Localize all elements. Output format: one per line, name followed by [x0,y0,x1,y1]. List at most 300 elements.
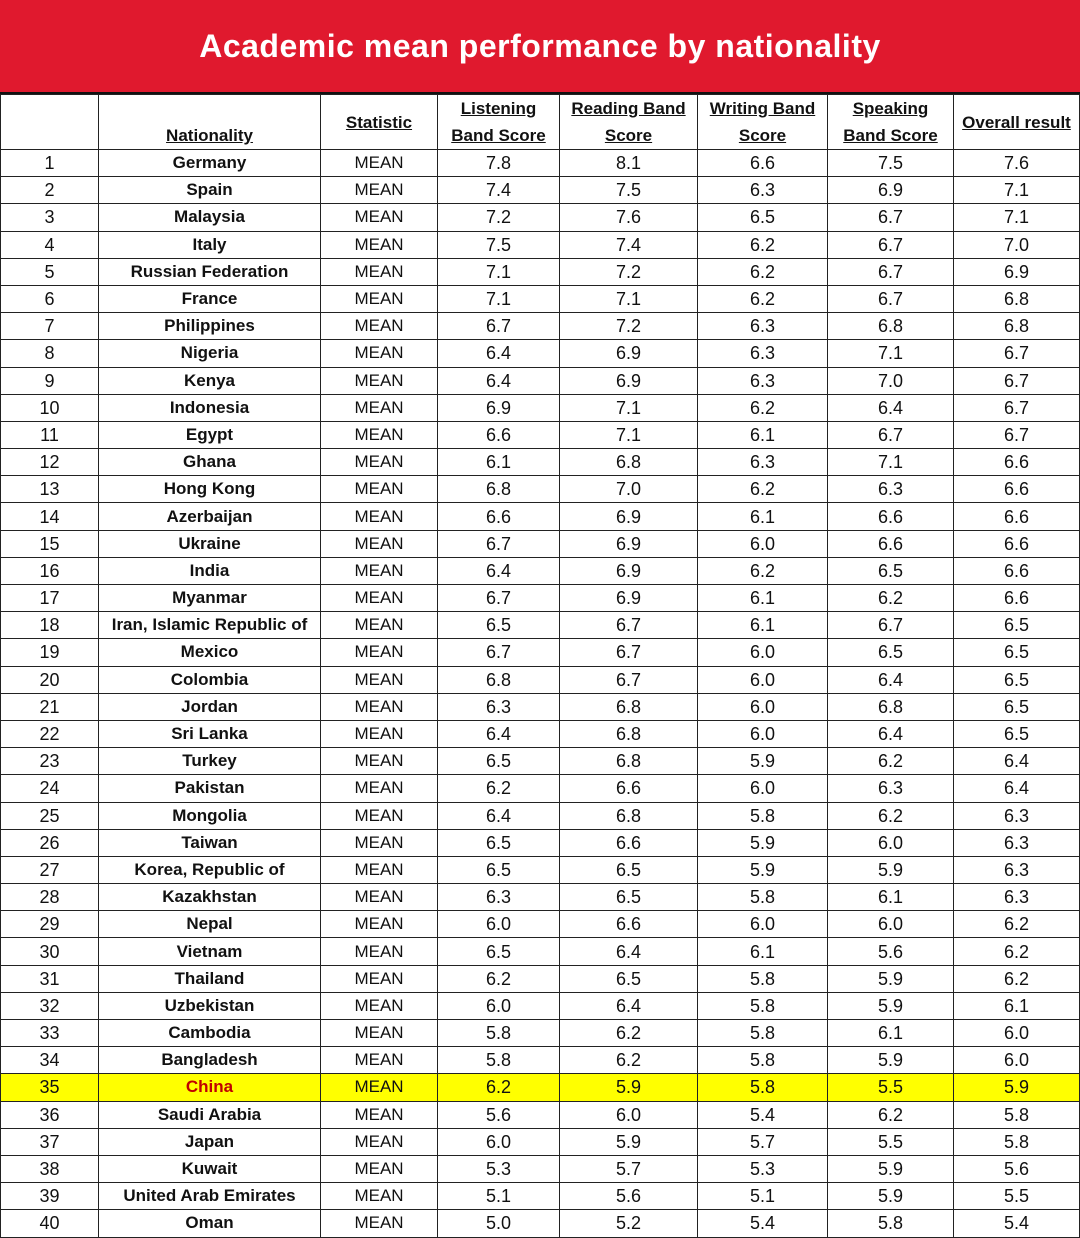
listening-cell: 6.4 [438,340,560,367]
header-writing-line1: Writing Band [709,99,816,118]
rank-cell: 17 [1,585,99,612]
reading-cell: 7.2 [560,313,698,340]
nationality-cell: Nigeria [99,340,321,367]
speaking-cell: 5.5 [828,1074,954,1101]
speaking-cell: 5.9 [828,965,954,992]
rank-cell: 3 [1,204,99,231]
listening-cell: 7.8 [438,150,560,177]
statistic-cell: MEAN [321,965,438,992]
overall-cell: 7.1 [954,204,1080,231]
rank-cell: 20 [1,666,99,693]
table-row [1,449,1080,476]
overall-cell: 6.7 [954,340,1080,367]
writing-cell: 6.2 [698,258,828,285]
reading-cell: 6.9 [560,557,698,584]
nationality-cell: Sri Lanka [99,720,321,747]
speaking-cell: 5.9 [828,992,954,1019]
reading-cell: 6.2 [560,1047,698,1074]
table-row [1,938,1080,965]
nationality-cell: Ghana [99,449,321,476]
page-title: Academic mean performance by nationality [0,0,1080,94]
nationality-cell: Malaysia [99,204,321,231]
table-row [1,612,1080,639]
speaking-cell: 6.4 [828,394,954,421]
rank-cell: 25 [1,802,99,829]
speaking-cell: 6.0 [828,911,954,938]
overall-cell: 6.7 [954,367,1080,394]
speaking-cell: 6.8 [828,693,954,720]
listening-cell: 6.0 [438,911,560,938]
header-statistic [321,95,438,150]
listening-cell: 6.7 [438,313,560,340]
nationality-cell: Cambodia [99,1020,321,1047]
rank-cell: 33 [1,1020,99,1047]
reading-cell: 6.8 [560,802,698,829]
statistic-cell: MEAN [321,476,438,503]
writing-cell: 6.0 [698,530,828,557]
writing-cell: 6.2 [698,394,828,421]
speaking-cell: 6.4 [828,720,954,747]
statistic-cell: MEAN [321,285,438,312]
nationality-cell: Kuwait [99,1155,321,1182]
table-row [1,693,1080,720]
header-statistic-label: Statistic [345,112,413,132]
results-table [0,94,1080,1238]
statistic-cell: MEAN [321,367,438,394]
writing-cell: 5.8 [698,965,828,992]
writing-cell: 6.1 [698,421,828,448]
nationality-cell: Vietnam [99,938,321,965]
table-row [1,231,1080,258]
statistic-cell: MEAN [321,856,438,883]
speaking-cell: 6.3 [828,775,954,802]
table-row [1,1047,1080,1074]
listening-cell: 6.3 [438,693,560,720]
overall-cell: 6.1 [954,992,1080,1019]
reading-cell: 6.0 [560,1101,698,1128]
statistic-cell: MEAN [321,1101,438,1128]
speaking-cell: 7.5 [828,150,954,177]
speaking-cell: 5.9 [828,1155,954,1182]
listening-cell: 6.6 [438,421,560,448]
rank-cell: 23 [1,748,99,775]
listening-cell: 6.0 [438,1128,560,1155]
listening-cell: 6.1 [438,449,560,476]
writing-cell: 6.3 [698,449,828,476]
statistic-cell: MEAN [321,666,438,693]
header-reading-line2: Score [604,126,653,145]
reading-cell: 6.7 [560,666,698,693]
speaking-cell: 6.8 [828,313,954,340]
writing-cell: 6.2 [698,557,828,584]
statistic-cell: MEAN [321,177,438,204]
writing-cell: 6.5 [698,204,828,231]
results-table-container [0,94,1080,1237]
table-row [1,476,1080,503]
reading-cell: 6.6 [560,829,698,856]
header-nationality [99,95,321,150]
reading-cell: 6.7 [560,639,698,666]
overall-cell: 6.2 [954,911,1080,938]
writing-cell: 6.3 [698,177,828,204]
writing-cell: 5.1 [698,1183,828,1210]
table-row [1,884,1080,911]
statistic-cell: MEAN [321,1020,438,1047]
nationality-cell: Azerbaijan [99,503,321,530]
rank-cell: 28 [1,884,99,911]
reading-cell: 6.7 [560,612,698,639]
speaking-cell: 6.2 [828,748,954,775]
table-row [1,1101,1080,1128]
speaking-cell: 6.9 [828,177,954,204]
statistic-cell: MEAN [321,612,438,639]
overall-cell: 6.3 [954,884,1080,911]
statistic-cell: MEAN [321,938,438,965]
statistic-cell: MEAN [321,1074,438,1101]
reading-cell: 5.9 [560,1128,698,1155]
reading-cell: 6.5 [560,884,698,911]
nationality-cell: Myanmar [99,585,321,612]
writing-cell: 6.6 [698,150,828,177]
rank-cell: 9 [1,367,99,394]
overall-cell: 6.3 [954,856,1080,883]
rank-cell: 22 [1,720,99,747]
nationality-cell: Taiwan [99,829,321,856]
statistic-cell: MEAN [321,1210,438,1237]
reading-cell: 6.9 [560,585,698,612]
rank-cell: 32 [1,992,99,1019]
header-reading [560,95,698,150]
rank-cell: 40 [1,1210,99,1237]
nationality-cell: Italy [99,231,321,258]
rank-cell: 29 [1,911,99,938]
statistic-cell: MEAN [321,1155,438,1182]
speaking-cell: 5.8 [828,1210,954,1237]
listening-cell: 6.8 [438,476,560,503]
nationality-cell: Oman [99,1210,321,1237]
header-overall [954,95,1080,150]
overall-cell: 5.6 [954,1155,1080,1182]
statistic-cell: MEAN [321,720,438,747]
header-rank [1,95,99,150]
statistic-cell: MEAN [321,1183,438,1210]
listening-cell: 6.5 [438,856,560,883]
listening-cell: 7.1 [438,285,560,312]
statistic-cell: MEAN [321,1047,438,1074]
reading-cell: 7.2 [560,258,698,285]
nationality-cell: Egypt [99,421,321,448]
statistic-cell: MEAN [321,503,438,530]
overall-cell: 6.5 [954,612,1080,639]
table-row [1,775,1080,802]
writing-cell: 6.2 [698,476,828,503]
statistic-cell: MEAN [321,585,438,612]
header-speaking-line1: Speaking [852,99,929,118]
speaking-cell: 6.7 [828,421,954,448]
table-row [1,1210,1080,1237]
table-row [1,639,1080,666]
table-row [1,503,1080,530]
listening-cell: 7.5 [438,231,560,258]
writing-cell: 5.8 [698,1020,828,1047]
listening-cell: 6.4 [438,557,560,584]
overall-cell: 6.5 [954,639,1080,666]
overall-cell: 6.2 [954,965,1080,992]
table-row [1,748,1080,775]
listening-cell: 6.7 [438,639,560,666]
table-row [1,258,1080,285]
speaking-cell: 6.5 [828,639,954,666]
overall-cell: 5.4 [954,1210,1080,1237]
rank-cell: 27 [1,856,99,883]
table-row [1,394,1080,421]
writing-cell: 5.8 [698,1074,828,1101]
speaking-cell: 5.9 [828,1047,954,1074]
statistic-cell: MEAN [321,231,438,258]
reading-cell: 6.8 [560,748,698,775]
listening-cell: 6.6 [438,503,560,530]
writing-cell: 6.0 [698,666,828,693]
table-body [1,150,1080,1238]
reading-cell: 7.1 [560,394,698,421]
nationality-cell: Kazakhstan [99,884,321,911]
table-row [1,829,1080,856]
speaking-cell: 6.7 [828,231,954,258]
listening-cell: 6.5 [438,748,560,775]
writing-cell: 5.4 [698,1101,828,1128]
table-row [1,177,1080,204]
rank-cell: 5 [1,258,99,285]
nationality-cell: China [99,1074,321,1101]
overall-cell: 5.8 [954,1101,1080,1128]
statistic-cell: MEAN [321,530,438,557]
statistic-cell: MEAN [321,421,438,448]
overall-cell: 6.5 [954,666,1080,693]
table-row [1,1128,1080,1155]
reading-cell: 7.1 [560,285,698,312]
reading-cell: 7.6 [560,204,698,231]
speaking-cell: 6.2 [828,585,954,612]
overall-cell: 6.8 [954,285,1080,312]
rank-cell: 6 [1,285,99,312]
speaking-cell: 6.1 [828,884,954,911]
statistic-cell: MEAN [321,693,438,720]
listening-cell: 6.4 [438,720,560,747]
listening-cell: 6.2 [438,1074,560,1101]
nationality-cell: France [99,285,321,312]
overall-cell: 6.9 [954,258,1080,285]
reading-cell: 6.9 [560,530,698,557]
speaking-cell: 6.7 [828,285,954,312]
overall-cell: 7.6 [954,150,1080,177]
nationality-cell: Saudi Arabia [99,1101,321,1128]
statistic-cell: MEAN [321,204,438,231]
rank-cell: 31 [1,965,99,992]
reading-cell: 6.8 [560,449,698,476]
overall-cell: 6.4 [954,775,1080,802]
overall-cell: 6.6 [954,585,1080,612]
rank-cell: 14 [1,503,99,530]
rank-cell: 38 [1,1155,99,1182]
statistic-cell: MEAN [321,394,438,421]
reading-cell: 6.9 [560,503,698,530]
listening-cell: 6.5 [438,829,560,856]
reading-cell: 6.5 [560,856,698,883]
listening-cell: 6.4 [438,367,560,394]
overall-cell: 6.8 [954,313,1080,340]
overall-cell: 6.4 [954,748,1080,775]
speaking-cell: 5.9 [828,856,954,883]
statistic-cell: MEAN [321,1128,438,1155]
speaking-cell: 7.1 [828,340,954,367]
nationality-cell: Hong Kong [99,476,321,503]
overall-cell: 6.7 [954,394,1080,421]
rank-cell: 8 [1,340,99,367]
nationality-cell: Indonesia [99,394,321,421]
reading-cell: 7.1 [560,421,698,448]
overall-cell: 6.3 [954,829,1080,856]
writing-cell: 6.0 [698,639,828,666]
reading-cell: 6.4 [560,938,698,965]
writing-cell: 6.3 [698,313,828,340]
rank-cell: 30 [1,938,99,965]
statistic-cell: MEAN [321,258,438,285]
nationality-cell: Japan [99,1128,321,1155]
reading-cell: 7.4 [560,231,698,258]
speaking-cell: 5.9 [828,1183,954,1210]
nationality-cell: Ukraine [99,530,321,557]
overall-cell: 6.0 [954,1047,1080,1074]
speaking-cell: 6.6 [828,530,954,557]
listening-cell: 7.4 [438,177,560,204]
statistic-cell: MEAN [321,557,438,584]
rank-cell: 13 [1,476,99,503]
overall-cell: 7.1 [954,177,1080,204]
table-row [1,802,1080,829]
reading-cell: 7.0 [560,476,698,503]
table-row [1,1183,1080,1210]
writing-cell: 5.8 [698,1047,828,1074]
speaking-cell: 6.1 [828,1020,954,1047]
speaking-cell: 6.0 [828,829,954,856]
speaking-cell: 7.0 [828,367,954,394]
nationality-cell: Korea, Republic of [99,856,321,883]
nationality-cell: Russian Federation [99,258,321,285]
nationality-cell: Colombia [99,666,321,693]
table-row [1,557,1080,584]
reading-cell: 5.7 [560,1155,698,1182]
rank-cell: 1 [1,150,99,177]
writing-cell: 5.8 [698,992,828,1019]
rank-cell: 34 [1,1047,99,1074]
speaking-cell: 7.1 [828,449,954,476]
speaking-cell: 6.2 [828,1101,954,1128]
overall-cell: 5.9 [954,1074,1080,1101]
nationality-cell: Mexico [99,639,321,666]
table-row [1,1155,1080,1182]
listening-cell: 6.5 [438,612,560,639]
overall-cell: 6.5 [954,720,1080,747]
table-row [1,585,1080,612]
rank-cell: 39 [1,1183,99,1210]
speaking-cell: 6.5 [828,557,954,584]
writing-cell: 6.1 [698,612,828,639]
table-row [1,285,1080,312]
nationality-cell: United Arab Emirates [99,1183,321,1210]
speaking-cell: 6.6 [828,503,954,530]
rank-cell: 18 [1,612,99,639]
table-row [1,1074,1080,1101]
writing-cell: 5.8 [698,884,828,911]
listening-cell: 6.3 [438,884,560,911]
statistic-cell: MEAN [321,802,438,829]
overall-cell: 7.0 [954,231,1080,258]
speaking-cell: 6.7 [828,258,954,285]
rank-cell: 10 [1,394,99,421]
reading-cell: 6.5 [560,965,698,992]
overall-cell: 6.0 [954,1020,1080,1047]
writing-cell: 6.0 [698,775,828,802]
speaking-cell: 6.2 [828,802,954,829]
statistic-cell: MEAN [321,829,438,856]
rank-cell: 11 [1,421,99,448]
rank-cell: 36 [1,1101,99,1128]
statistic-cell: MEAN [321,775,438,802]
listening-cell: 6.9 [438,394,560,421]
nationality-cell: Jordan [99,693,321,720]
table-row [1,340,1080,367]
writing-cell: 6.3 [698,340,828,367]
reading-cell: 8.1 [560,150,698,177]
writing-cell: 5.9 [698,856,828,883]
nationality-cell: India [99,557,321,584]
writing-cell: 6.2 [698,285,828,312]
table-row [1,965,1080,992]
table-row [1,666,1080,693]
reading-cell: 6.9 [560,340,698,367]
table-row [1,313,1080,340]
overall-cell: 6.3 [954,802,1080,829]
writing-cell: 6.3 [698,367,828,394]
statistic-cell: MEAN [321,150,438,177]
header-overall-label: Overall result [962,112,1071,132]
listening-cell: 5.6 [438,1101,560,1128]
listening-cell: 6.0 [438,992,560,1019]
statistic-cell: MEAN [321,911,438,938]
reading-cell: 6.8 [560,720,698,747]
rank-cell: 37 [1,1128,99,1155]
nationality-cell: Mongolia [99,802,321,829]
header-writing-line2: Score [738,126,787,145]
writing-cell: 5.3 [698,1155,828,1182]
statistic-cell: MEAN [321,992,438,1019]
rank-cell: 16 [1,557,99,584]
nationality-cell: Turkey [99,748,321,775]
reading-cell: 6.8 [560,693,698,720]
nationality-cell: Nepal [99,911,321,938]
rank-cell: 26 [1,829,99,856]
statistic-cell: MEAN [321,639,438,666]
reading-cell: 5.9 [560,1074,698,1101]
header-row [1,95,1080,150]
table-row [1,856,1080,883]
header-speaking-line2: Band Score [843,126,938,145]
rank-cell: 12 [1,449,99,476]
rank-cell: 2 [1,177,99,204]
writing-cell: 6.0 [698,911,828,938]
listening-cell: 6.7 [438,530,560,557]
statistic-cell: MEAN [321,313,438,340]
